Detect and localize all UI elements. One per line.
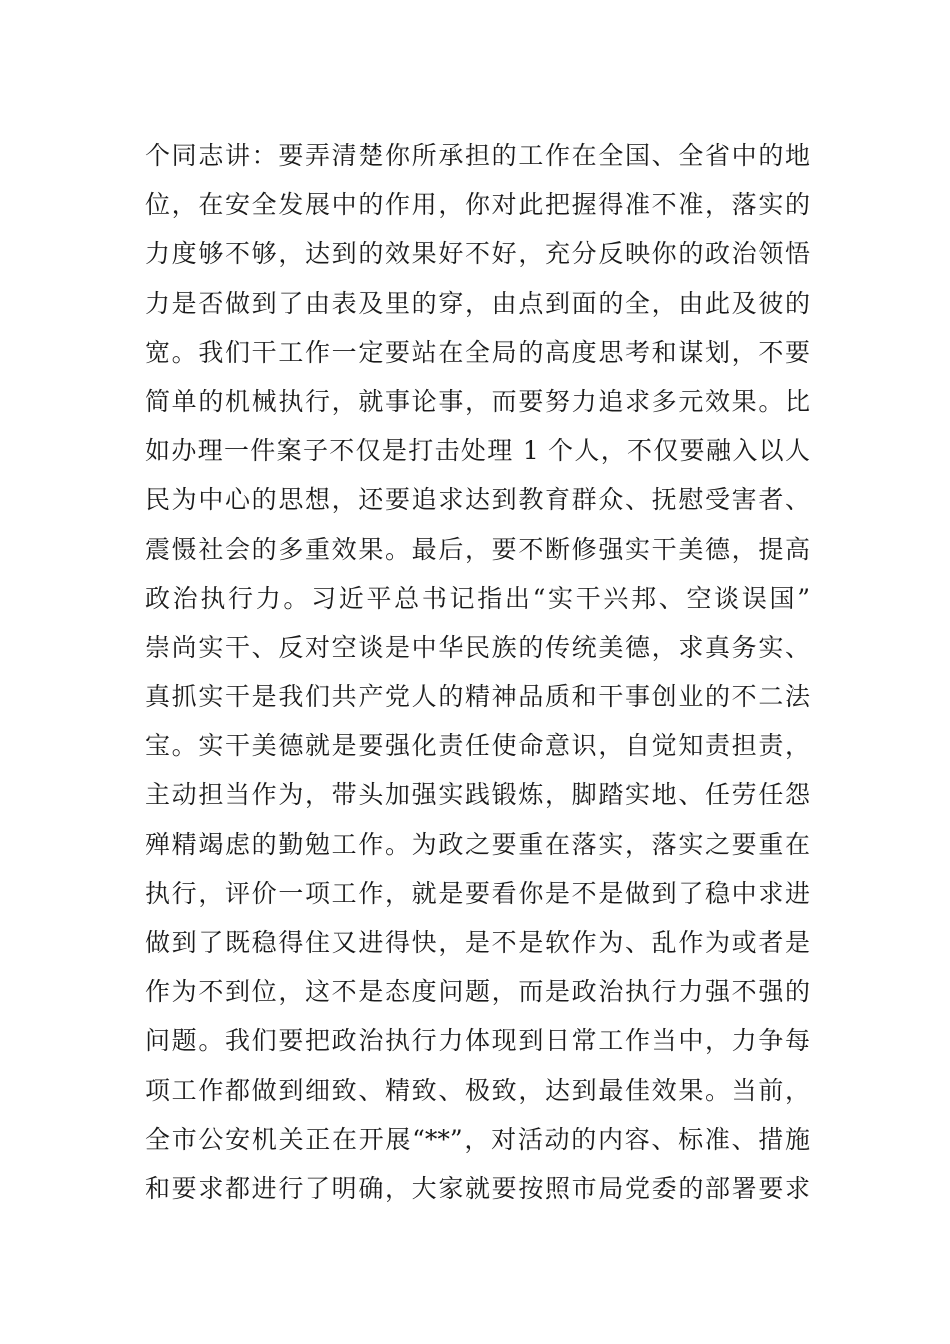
text-line: 项工作都做到细致、精致、极致，达到最佳效果。当前， <box>145 1075 810 1105</box>
text-line: 简单的机械执行，就事论事，而要努力追求多元效果。比 <box>145 386 810 416</box>
text-line: 个同志讲：要弄清楚你所承担的工作在全国、全省中的地 <box>145 141 810 170</box>
text-line: 震慑社会的多重效果。最后，要不断修强实干美德，提高 <box>145 534 810 564</box>
text-line: 问题。我们要把政治执行力体现到日常工作当中，力争每 <box>145 1026 810 1056</box>
text-line: 政治执行力。习近平总书记指出“实干兴邦、空谈误国” <box>145 583 810 613</box>
text-line: 宽。我们干工作一定要站在全局的高度思考和谋划，不要 <box>145 337 810 367</box>
text-line: 位，在安全发展中的作用，你对此把握得准不准，落实的 <box>145 190 810 220</box>
text-line: 民为中心的思想，还要追求达到教育群众、抚慰受害者、 <box>145 485 810 515</box>
text-line: 主动担当作为，带头加强实践锻炼，脚踏实地、任劳任怨 <box>145 780 810 810</box>
text-line: 如办理一件案子不仅是打击处理 1 个人，不仅要融入以人 <box>145 436 810 466</box>
body-paragraph <box>145 131 810 1213</box>
text-line: 力是否做到了由表及里的穿，由点到面的全，由此及彼的 <box>145 288 810 318</box>
text-line: 崇尚实干、反对空谈是中华民族的传统美德，求真务实、 <box>145 632 810 662</box>
text-line: 和要求都进行了明确，大家就要按照市局党委的部署要求 <box>145 1173 810 1203</box>
text-line: 做到了既稳得住又进得快，是不是软作为、乱作为或者是 <box>145 928 810 957</box>
text-line: 力度够不够，达到的效果好不好，充分反映你的政治领悟 <box>145 239 810 269</box>
text-line: 宝。实干美德就是要强化责任使命意识，自觉知责担责， <box>145 731 810 761</box>
text-line: 全市公安机关正在开展“**”，对活动的内容、标准、措施 <box>145 1124 810 1154</box>
text-line: 殚精竭虑的勤勉工作。为政之要重在落实，落实之要重在 <box>145 829 810 859</box>
text-line: 真抓实干是我们共产党人的精神品质和干事创业的不二法 <box>145 682 810 712</box>
text-line: 执行，评价一项工作，就是要看你是不是做到了稳中求进 <box>145 878 810 908</box>
text-line: 作为不到位，这不是态度问题，而是政治执行力强不强的 <box>145 977 810 1007</box>
